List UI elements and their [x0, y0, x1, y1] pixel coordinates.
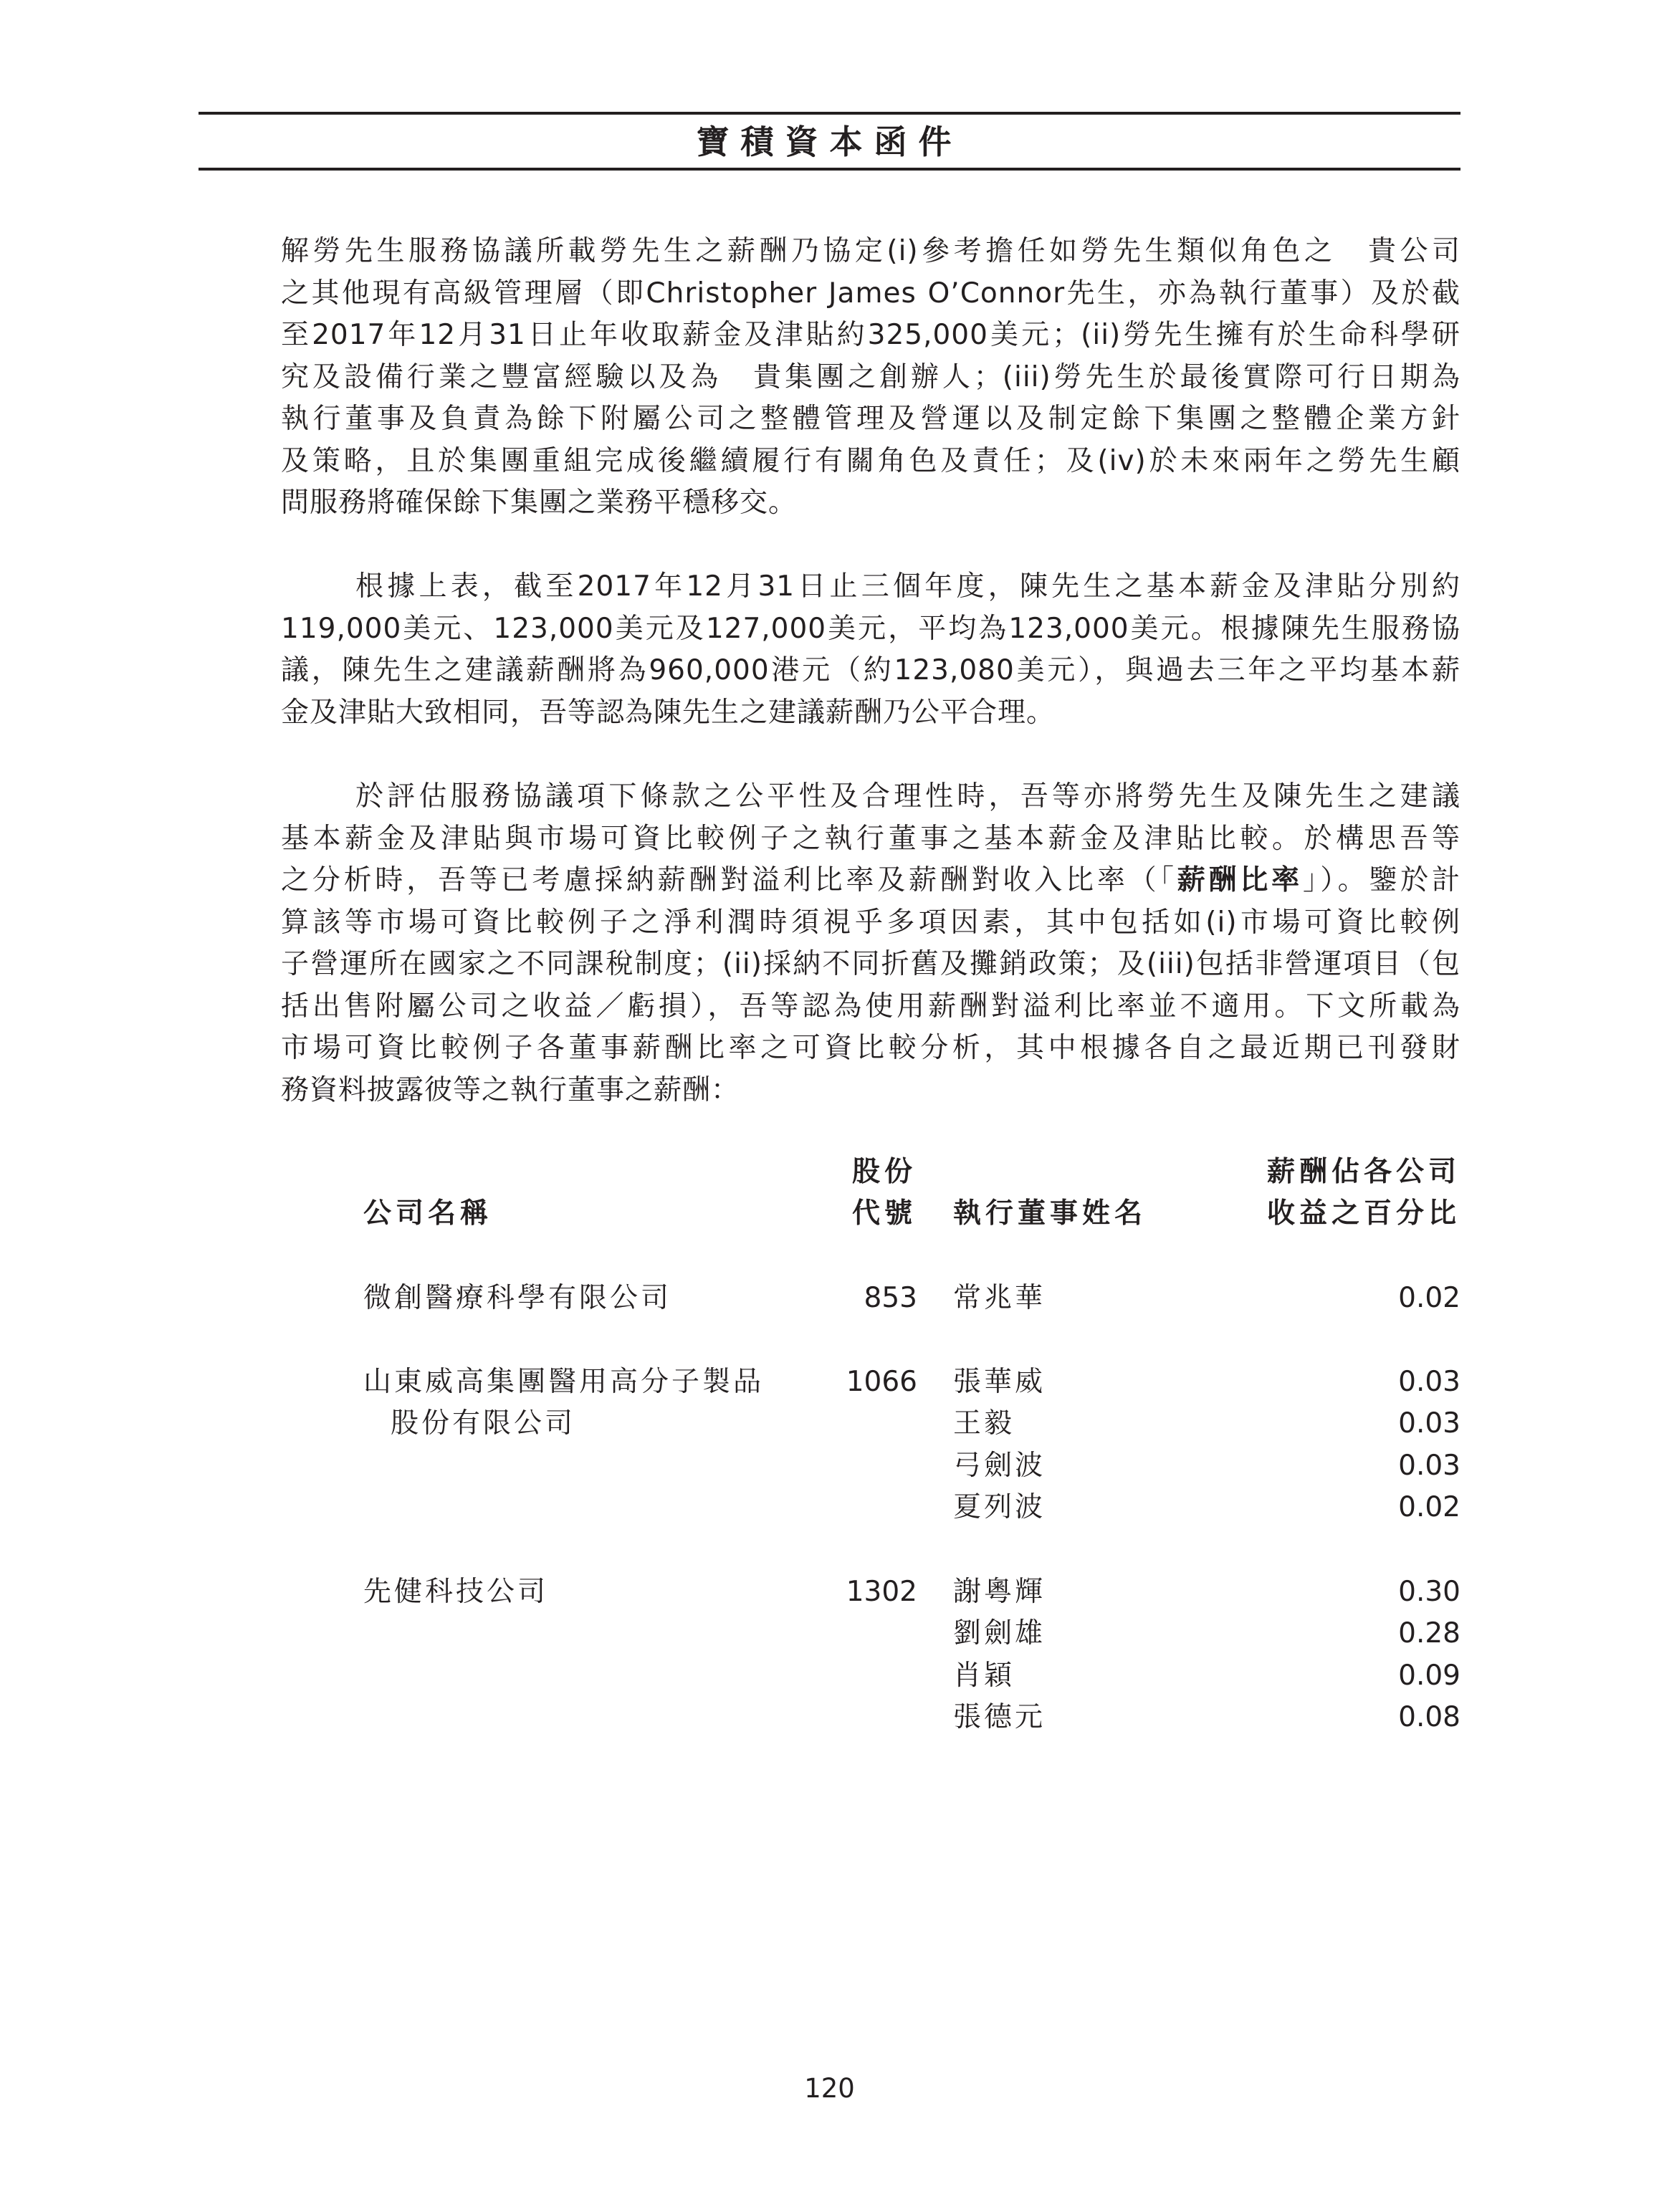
defined-term: 薪酬比率: [1177, 864, 1303, 896]
paragraph-line: [281, 860, 1460, 902]
paragraph-1: [281, 231, 1460, 525]
column-header-percentage: 薪酬佔各公司: [1266, 1156, 1460, 1188]
paragraph-line: 119,000美元、123,000美元及127,000美元，平均為123,000美元。根據陳先生服務協: [281, 612, 1460, 645]
column-header-code: 代號: [851, 1197, 917, 1230]
company-name-continued: 股份有限公司: [391, 1407, 576, 1440]
director-name: 謝粵輝: [953, 1576, 1046, 1608]
paragraph-line: 及策略，且於集團重組完成後繼續履行有關角色及責任；及(iv)於未來兩年之勞先生顧: [281, 444, 1460, 477]
paragraph-line: 算該等市場可資比較例子之淨利潤時須視乎多項因素，其中包括如(i)市場可資比較例: [281, 906, 1460, 939]
company-name: 山東威高集團醫用高分子製品: [363, 1366, 765, 1398]
remuneration-percentage: 0.03: [1398, 1450, 1460, 1482]
director-name: 劉劍雄: [953, 1617, 1046, 1650]
column-header-percentage: 收益之百分比: [1266, 1197, 1460, 1230]
paragraph-line: 根據上表，截至2017年12月31日止三個年度，陳先生之基本薪金及津貼分別約: [355, 570, 1460, 603]
paragraph-text: 」）。鑒於計: [1302, 864, 1460, 896]
remuneration-percentage: 0.09: [1398, 1660, 1460, 1692]
header-rule-bottom: [199, 168, 1460, 171]
director-name: 王毅: [953, 1407, 1015, 1440]
header-rule-top: [199, 112, 1460, 115]
paragraph-line: 議，陳先生之建議薪酬將為960,000港元（約123,080美元），與過去三年之平均基本薪: [281, 654, 1460, 686]
director-name: 張德元: [953, 1701, 1046, 1733]
remuneration-percentage: 0.30: [1398, 1576, 1460, 1608]
paragraph-line: 執行董事及負責為餘下附屬公司之整體管理及營運以及制定餘下集團之整體企業方針: [281, 403, 1460, 435]
stock-code: 1302: [846, 1576, 917, 1608]
stock-code: 853: [864, 1282, 917, 1314]
director-name: 肖穎: [953, 1660, 1015, 1692]
director-name: 夏列波: [953, 1491, 1046, 1523]
paragraph-2: [281, 566, 1460, 734]
paragraph-line: 市場可資比較例子各董事薪酬比率之可資比較分析，其中根據各自之最近期已刊發財: [281, 1032, 1460, 1064]
paragraph-3: [281, 776, 1460, 1111]
paragraph-line: 問服務將確保餘下集團之業務平穩移交。: [281, 487, 798, 519]
column-header-director: 執行董事姓名: [953, 1197, 1147, 1230]
paragraph-line: 括出售附屬公司之收益／虧損），吾等認為使用薪酬對溢利比率並不適用。下文所載為: [281, 990, 1460, 1023]
remuneration-percentage: 0.08: [1398, 1701, 1460, 1733]
paragraph-line: 基本薪金及津貼與市場可資比較例子之執行董事之基本薪金及津貼比較。於構思吾等: [281, 822, 1460, 855]
paragraph-line: 務資料披露彼等之執行董事之薪酬：: [281, 1073, 740, 1106]
remuneration-percentage: 0.03: [1398, 1407, 1460, 1440]
paragraph-line: 之其他現有高級管理層（即Christopher James O’Connor先生，亦為執行董事）及於截: [281, 277, 1460, 310]
remuneration-percentage: 0.03: [1398, 1366, 1460, 1398]
stock-code: 1066: [846, 1366, 917, 1398]
remuneration-percentage: 0.02: [1398, 1491, 1460, 1523]
paragraph-line: 子營運所在國家之不同課稅制度；(ii)採納不同折舊及攤銷政策；及(iii)包括非營運項目（包: [281, 948, 1460, 980]
paragraph-line: 至2017年12月31日止年收取薪金及津貼約325,000美元；(ii)勞先生擁有於生命科學研: [281, 319, 1460, 351]
remuneration-percentage: 0.28: [1398, 1617, 1460, 1650]
column-header-code: 股份: [851, 1156, 917, 1188]
paragraph-line: 究及設備行業之豐富經驗以及為 貴集團之創辦人；(iii)勞先生於最後實際可行日期為: [281, 360, 1460, 393]
paragraph-line: 金及津貼大致相同，吾等認為陳先生之建議薪酬乃公平合理。: [281, 696, 1056, 729]
column-header-company: 公司名稱: [363, 1197, 493, 1230]
company-name: 微創醫療科學有限公司: [363, 1282, 672, 1314]
company-name: 先健科技公司: [363, 1576, 549, 1608]
paragraph-line: 解勞先生服務協議所載勞先生之薪酬乃協定(i)參考擔任如勞先生類似角色之 貴公司: [281, 235, 1460, 267]
paragraph-text: 之分析時，吾等已考慮採納薪酬對溢利比率及薪酬對收入比率（「: [281, 864, 1177, 896]
remuneration-percentage: 0.02: [1398, 1282, 1460, 1314]
paragraph-line: 於評估服務協議項下條款之公平性及合理性時，吾等亦將勞先生及陳先生之建議: [355, 780, 1460, 813]
director-name: 張華威: [953, 1366, 1046, 1398]
page-number: 120: [804, 2073, 855, 2104]
page-header: 寶積資本函件: [696, 123, 963, 161]
director-name: 常兆華: [953, 1282, 1046, 1314]
director-name: 弓劍波: [953, 1450, 1046, 1482]
